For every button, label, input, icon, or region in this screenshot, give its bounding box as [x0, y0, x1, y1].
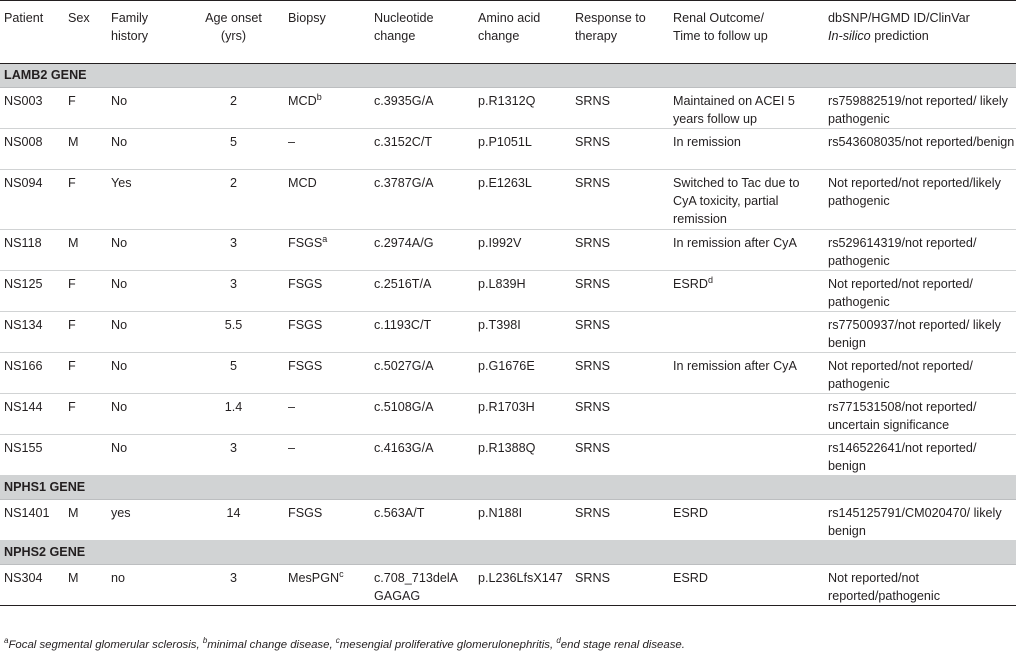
cell-dbsnp: rs145125791/CM020470/ likely benign	[824, 500, 1016, 541]
cell-amino-acid: p.R1312Q	[474, 88, 571, 129]
cell-nucleotide: c.3152C/T	[370, 129, 474, 170]
cell-dbsnp: rs146522641/not reported/ benign	[824, 435, 1016, 476]
cell-renal: Switched to Tac due to CyA toxicity, partial remission	[669, 170, 824, 230]
cell-sex: M	[64, 565, 107, 606]
cell-patient: NS155	[0, 435, 64, 476]
cell-sex: F	[64, 88, 107, 129]
cell-renal	[669, 394, 824, 435]
cell-family: No	[107, 394, 183, 435]
cell-patient: NS1401	[0, 500, 64, 541]
table-row	[0, 500, 1016, 541]
cell-response: SRNS	[571, 353, 669, 394]
col-nucleotide: Nucleotide change	[370, 1, 474, 64]
cell-amino-acid: p.I992V	[474, 230, 571, 271]
section-lamb2	[0, 64, 1016, 88]
cell-renal	[669, 312, 824, 353]
cell-family: No	[107, 129, 183, 170]
cell-age: 3	[183, 271, 284, 312]
cell-nucleotide: c.2974A/G	[370, 230, 474, 271]
cell-biopsy: FSGS	[284, 271, 370, 312]
cell-patient: NS144	[0, 394, 64, 435]
table-row	[0, 170, 1016, 230]
cell-renal: ESRD$^d$	[669, 271, 824, 312]
cell-nucleotide: c.2516T/A	[370, 271, 474, 312]
section-nphs2	[0, 541, 1016, 565]
cell-sex: M	[64, 230, 107, 271]
col-dbsnp: dbSNP/HGMD ID/ClinVar In-silico prediction	[824, 1, 1016, 64]
section-label: NPHS2 GENE	[0, 541, 1016, 565]
cell-response: SRNS	[571, 435, 669, 476]
cell-dbsnp: rs77500937/not reported/ likely benign	[824, 312, 1016, 353]
cell-response: SRNS	[571, 129, 669, 170]
table-row	[0, 394, 1016, 435]
cell-family: Yes	[107, 170, 183, 230]
cell-biopsy: –	[284, 435, 370, 476]
cell-amino-acid: p.L839H	[474, 271, 571, 312]
cell-nucleotide: c.3787G/A	[370, 170, 474, 230]
cell-nucleotide: c.563A/T	[370, 500, 474, 541]
cell-nucleotide: c.4163G/A	[370, 435, 474, 476]
cell-family: No	[107, 271, 183, 312]
cell-biopsy: FSGS$^a$	[284, 230, 370, 271]
cell-sex: F	[64, 312, 107, 353]
cell-renal	[669, 435, 824, 476]
cell-age: 2	[183, 88, 284, 129]
cell-patient: NS304	[0, 565, 64, 606]
table-row	[0, 565, 1016, 606]
cell-amino-acid: p.P1051L	[474, 129, 571, 170]
cell-sex: F	[64, 271, 107, 312]
col-response: Response to therapy	[571, 1, 669, 64]
table-row	[0, 435, 1016, 476]
cell-response: SRNS	[571, 394, 669, 435]
cell-response: SRNS	[571, 170, 669, 230]
cell-response: SRNS	[571, 500, 669, 541]
cell-family: No	[107, 435, 183, 476]
cell-sex: F	[64, 394, 107, 435]
cell-response: SRNS	[571, 565, 669, 606]
cell-sex	[64, 435, 107, 476]
cell-nucleotide: c.1193C/T	[370, 312, 474, 353]
cell-age: 14	[183, 500, 284, 541]
cell-sex: F	[64, 170, 107, 230]
cell-renal: In remission after CyA	[669, 230, 824, 271]
cell-sex: M	[64, 129, 107, 170]
cell-biopsy: –	[284, 394, 370, 435]
cell-response: SRNS	[571, 312, 669, 353]
cell-dbsnp: rs771531508/not reported/ uncertain significance	[824, 394, 1016, 435]
cell-nucleotide: c.5108G/A	[370, 394, 474, 435]
cell-patient: NS118	[0, 230, 64, 271]
cell-amino-acid: p.E1263L	[474, 170, 571, 230]
table-row	[0, 312, 1016, 353]
cell-age: 1.4	[183, 394, 284, 435]
cell-biopsy: MCD$^b$	[284, 88, 370, 129]
table-row	[0, 353, 1016, 394]
cell-amino-acid: p.T398I	[474, 312, 571, 353]
cell-response: SRNS	[571, 271, 669, 312]
cell-response: SRNS	[571, 230, 669, 271]
cell-family: No	[107, 312, 183, 353]
section-nphs1	[0, 476, 1016, 500]
cell-family: no	[107, 565, 183, 606]
cell-renal: ESRD	[669, 500, 824, 541]
cell-amino-acid: p.R1388Q	[474, 435, 571, 476]
cell-biopsy: FSGS	[284, 312, 370, 353]
cell-age: 5	[183, 353, 284, 394]
cell-patient: NS094	[0, 170, 64, 230]
cell-dbsnp: Not reported/not reported/pathogenic	[824, 565, 1016, 606]
cell-amino-acid: p.R1703H	[474, 394, 571, 435]
cell-sex: M	[64, 500, 107, 541]
cell-patient: NS125	[0, 271, 64, 312]
cell-dbsnp: Not reported/not reported/likely pathogenic	[824, 170, 1016, 230]
cell-patient: NS166	[0, 353, 64, 394]
col-age-onset: Age onset (yrs)	[183, 1, 284, 64]
cell-renal: In remission after CyA	[669, 353, 824, 394]
table-footnote: $^a$Focal segmental glomerular sclerosis, $^b$minimal change disease, $^c$mesengial proliferative glomerulonephritis, $^d$end stage renal disease.	[4, 636, 685, 651]
cell-dbsnp: Not reported/not reported/ pathogenic	[824, 271, 1016, 312]
cell-response: SRNS	[571, 88, 669, 129]
col-amino-acid: Amino acid change	[474, 1, 571, 64]
cell-patient: NS134	[0, 312, 64, 353]
col-family-history: Family history	[107, 1, 183, 64]
cell-dbsnp: rs529614319/not reported/ pathogenic	[824, 230, 1016, 271]
cell-age: 5.5	[183, 312, 284, 353]
cell-nucleotide: c.3935G/A	[370, 88, 474, 129]
col-renal-outcome: Renal Outcome/ Time to follow up	[669, 1, 824, 64]
cell-age: 3	[183, 565, 284, 606]
cell-biopsy: FSGS	[284, 353, 370, 394]
cell-sex: F	[64, 353, 107, 394]
cell-biopsy: FSGS	[284, 500, 370, 541]
cell-dbsnp: rs543608035/not reported/benign	[824, 129, 1016, 170]
cell-biopsy: –	[284, 129, 370, 170]
table-row	[0, 88, 1016, 129]
cell-age: 3	[183, 230, 284, 271]
cell-renal: ESRD	[669, 565, 824, 606]
col-patient: Patient	[0, 1, 64, 64]
cell-family: yes	[107, 500, 183, 541]
cell-age: 2	[183, 170, 284, 230]
cell-patient: NS003	[0, 88, 64, 129]
cell-nucleotide: c.5027G/A	[370, 353, 474, 394]
cell-renal: Maintained on ACEI 5 years follow up	[669, 88, 824, 129]
cell-renal: In remission	[669, 129, 824, 170]
cell-dbsnp: rs759882519/not reported/ likely pathogenic	[824, 88, 1016, 129]
cell-age: 3	[183, 435, 284, 476]
cell-age: 5	[183, 129, 284, 170]
table-row	[0, 230, 1016, 271]
cell-patient: NS008	[0, 129, 64, 170]
cell-dbsnp: Not reported/not reported/ pathogenic	[824, 353, 1016, 394]
cell-biopsy: MesPGN$^c$	[284, 565, 370, 606]
col-sex: Sex	[64, 1, 107, 64]
cell-nucleotide: c.708_713delAGAGAG	[370, 565, 474, 606]
cell-biopsy: MCD	[284, 170, 370, 230]
col-biopsy: Biopsy	[284, 1, 370, 64]
section-label: LAMB2 GENE	[0, 64, 1016, 88]
cell-amino-acid: p.L236LfsX147	[474, 565, 571, 606]
table-row	[0, 129, 1016, 170]
table-row	[0, 271, 1016, 312]
cell-amino-acid: p.G1676E	[474, 353, 571, 394]
header-row	[0, 1, 1016, 64]
cell-family: No	[107, 353, 183, 394]
cell-family: No	[107, 88, 183, 129]
section-label: NPHS1 GENE	[0, 476, 1016, 500]
cell-family: No	[107, 230, 183, 271]
cell-amino-acid: p.N188I	[474, 500, 571, 541]
